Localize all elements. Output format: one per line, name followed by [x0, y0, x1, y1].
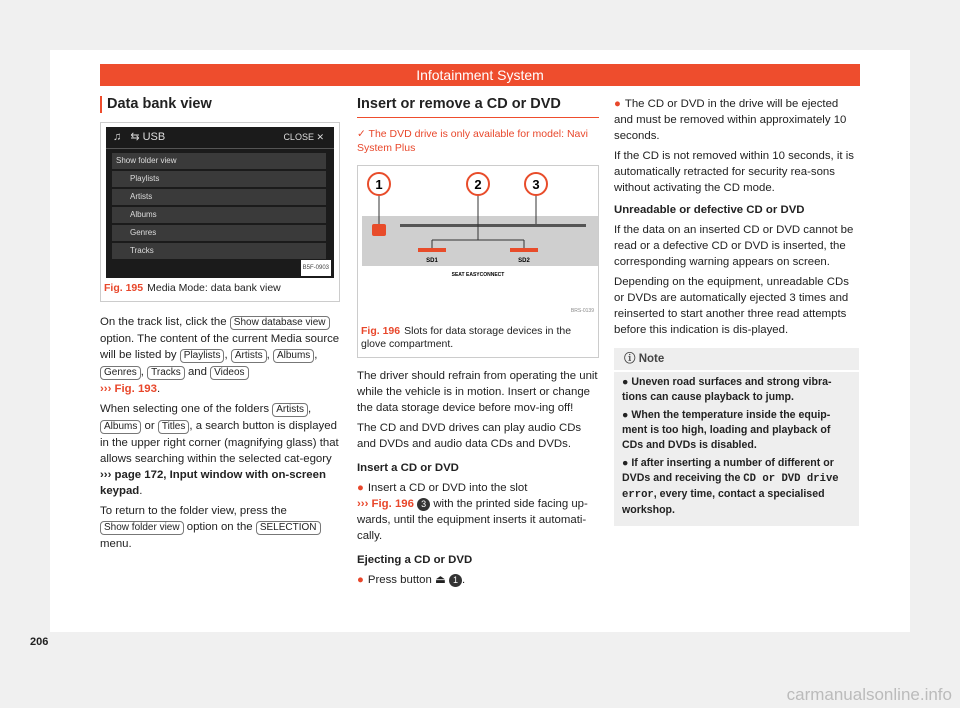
note-item: ● Uneven road surfaces and strong vibra-tions can cause playback to jump. [622, 376, 832, 403]
note-title: Note [638, 353, 665, 365]
text: Uneven road surfaces and strong vibra-tions can cause playback to jump. [622, 376, 832, 403]
figure-label: Fig. 195 [104, 282, 144, 294]
media-screen-image [106, 127, 334, 278]
note-item: ● When the temperature inside the equip-ment is too high, loading and playback of CDs and DVDs is disabled. [622, 409, 831, 451]
text: or [144, 420, 155, 432]
label-sd1: SD1 [426, 258, 438, 264]
figure-code: BRS-0139 [570, 308, 594, 314]
page-number: 206 [30, 636, 49, 648]
text: The CD or DVD in the drive will be ejected and must be removed within approximately 10 seconds. [614, 98, 847, 142]
text: When selecting one of the folders [100, 403, 270, 415]
screen-top-bar [106, 127, 334, 149]
screen-close: CLOSE ✕ [283, 132, 324, 142]
albums-button: Albums [100, 420, 141, 434]
text: menu. [100, 538, 132, 550]
screen-row: Albums [112, 207, 326, 223]
link-page-172[interactable]: ››› page 172, Input window with on-screen keypad [100, 469, 326, 497]
caption-text: Media Mode: data bank view [147, 282, 281, 294]
screen-row: Genres [112, 225, 326, 241]
callout-3-marker: 3 [417, 498, 430, 511]
label-sd2: SD2 [518, 258, 530, 264]
show-folder-view-button: Show folder view [100, 521, 184, 535]
text: Depending on the equipment, unreadable CDs or DVDs are automatically ejected 3 times and reinserted to start another three read attempts before this indication is dis-played. [614, 276, 849, 336]
caption-text: Slots for data storage devices in the glove compartment. [361, 325, 572, 350]
availability-note [357, 127, 599, 155]
text: If the data on an inserted CD or DVD cannot be read or a defective CD or DVD is inserted, the corresponding warning appears on screen. [614, 224, 854, 268]
check-icon: ✓ [357, 128, 369, 140]
label-brand: SEAT EASYCONNECT [451, 272, 505, 278]
note-box [614, 348, 859, 526]
paragraph: On the track list, click the Show database view option. The content of the current Media source will be listed by Playlists , Artists , Albums , Genres , Tracks and Videos ››› Fig. 193. When selecting one of the folders Artists , Albums or Titles , a search button is displayed in the upper right corner (magnifying glass) that allows searching within the selected cat-egory ››› page 172, Input window with on-screen keypad. To return to the folder view, press the Show folder view option on the SELECTION menu. [100, 316, 340, 550]
heading-data-bank-view: Data bank view [100, 96, 340, 113]
eject-icon: ⏏ [435, 574, 446, 586]
figure-caption [101, 278, 339, 301]
callout-2: 2 [474, 177, 482, 192]
figure-195 [100, 122, 340, 302]
music-note-icon: ♫ [113, 131, 122, 143]
paragraph: The driver should refrain from operating the unit while the vehicle is in motion. Insert or change the data storage device before mov-ing off! The CD and DVD drives can play audio CDs and DVDs and audio data CDs and DVDs. Insert a CD or DVD ● Insert a CD or DVD into the slot ››› Fig. 196 3 with the printed side facing up-wards, until the equipment inserts it automati-cally. Ejecting a CD or DVD ● Press button ⏏ 1 . [357, 370, 598, 586]
text: with the printed side facing up-wards, until the equipment inserts it automati-cally. [357, 498, 588, 542]
callout-3: 3 [532, 177, 540, 192]
watermark: carmanualsonline.info [786, 685, 952, 704]
figure-code: B5F-0903 [301, 260, 331, 276]
text: Press button [367, 574, 432, 586]
subheading-insert: Insert a CD or DVD [357, 462, 459, 474]
usb-icon: ⇆ [130, 131, 140, 143]
videos-button: Videos [210, 366, 248, 380]
genres-button: Genres [100, 366, 141, 380]
text: option on the [186, 521, 253, 533]
info-icon: ⓘ [624, 353, 639, 365]
error-code: CD or DVD drive error [622, 473, 839, 501]
artists-button: Artists [272, 403, 308, 417]
tracks-button: Tracks [147, 366, 185, 380]
text: If the CD is not removed within 10 seconds, it is automatically retracted for security rea-sons without activating the CD mode. [614, 150, 854, 194]
text: option. The content of the current Media source will be listed by [100, 333, 340, 361]
bullet: ● [357, 482, 364, 494]
bullet: ● [614, 98, 621, 110]
playlists-button: Playlists [180, 349, 225, 363]
callout-1-marker: 1 [449, 574, 462, 587]
availability-text: The DVD drive is only available for model: Navi System Plus [357, 128, 588, 154]
subheading-eject: Ejecting a CD or DVD [357, 554, 473, 566]
text: , a search button is displayed in the upper right corner (magnifying glass) that allows searching within the selected cat-egory [100, 420, 339, 465]
link-fig-193[interactable]: ››› Fig. 193 [100, 383, 157, 395]
figure-caption [358, 321, 598, 357]
albums-button: Albums [273, 349, 314, 363]
screen-row: Playlists [112, 171, 326, 187]
text: The CD and DVD drives can play audio CDs and DVDs and audio data CDs and DVDs. [357, 422, 582, 450]
figure-196 [357, 165, 599, 358]
note-header [614, 348, 859, 372]
screen-row: Artists [112, 189, 326, 205]
column-insert-remove [357, 96, 599, 592]
text: and [187, 366, 207, 378]
screen-row: Tracks [112, 243, 326, 259]
text: The driver should refrain from operating the unit while the vehicle is in motion. Insert or change the data storage device before mov-ing off! [357, 370, 598, 414]
subheading-unreadable: Unreadable or defective CD or DVD [614, 204, 805, 216]
screen-row: Show folder view [112, 153, 326, 169]
text: If after inserting a number of different or DVDs and receiving the [622, 457, 834, 484]
bullet: ● [357, 574, 364, 586]
text: , every time, contact a specialised workshop. [622, 488, 825, 516]
text: When the temperature inside the equip-ment is too high, loading and playback of CDs and DVDs is disabled. [622, 409, 831, 451]
link-fig-196[interactable]: ››› Fig. 196 [357, 498, 414, 510]
artists-button: Artists [231, 349, 267, 363]
column-data-bank-view [100, 96, 340, 556]
screen-close-label: CLOSE [283, 132, 314, 142]
section-header: Infotainment System [100, 64, 860, 86]
text: On the track list, click the [100, 316, 227, 328]
screen-tab-usb: USB [142, 131, 166, 143]
glove-compartment-image [358, 166, 598, 316]
show-database-view-button: Show database view [230, 316, 330, 330]
column-continued [614, 96, 859, 526]
titles-button: Titles [158, 420, 190, 434]
selection-button: SELECTION [256, 521, 321, 535]
heading-insert-remove: Insert or remove a CD or DVD [357, 96, 599, 118]
note-item: ● If after inserting a number of different or DVDs and receiving the CD or DVD drive error, every time, contact a specialised workshop. [622, 457, 839, 516]
figure-label: Fig. 196 [361, 325, 401, 337]
text: Insert a CD or DVD into the slot [367, 482, 528, 494]
text: To return to the folder view, press the [100, 505, 287, 517]
callout-1: 1 [375, 177, 383, 192]
